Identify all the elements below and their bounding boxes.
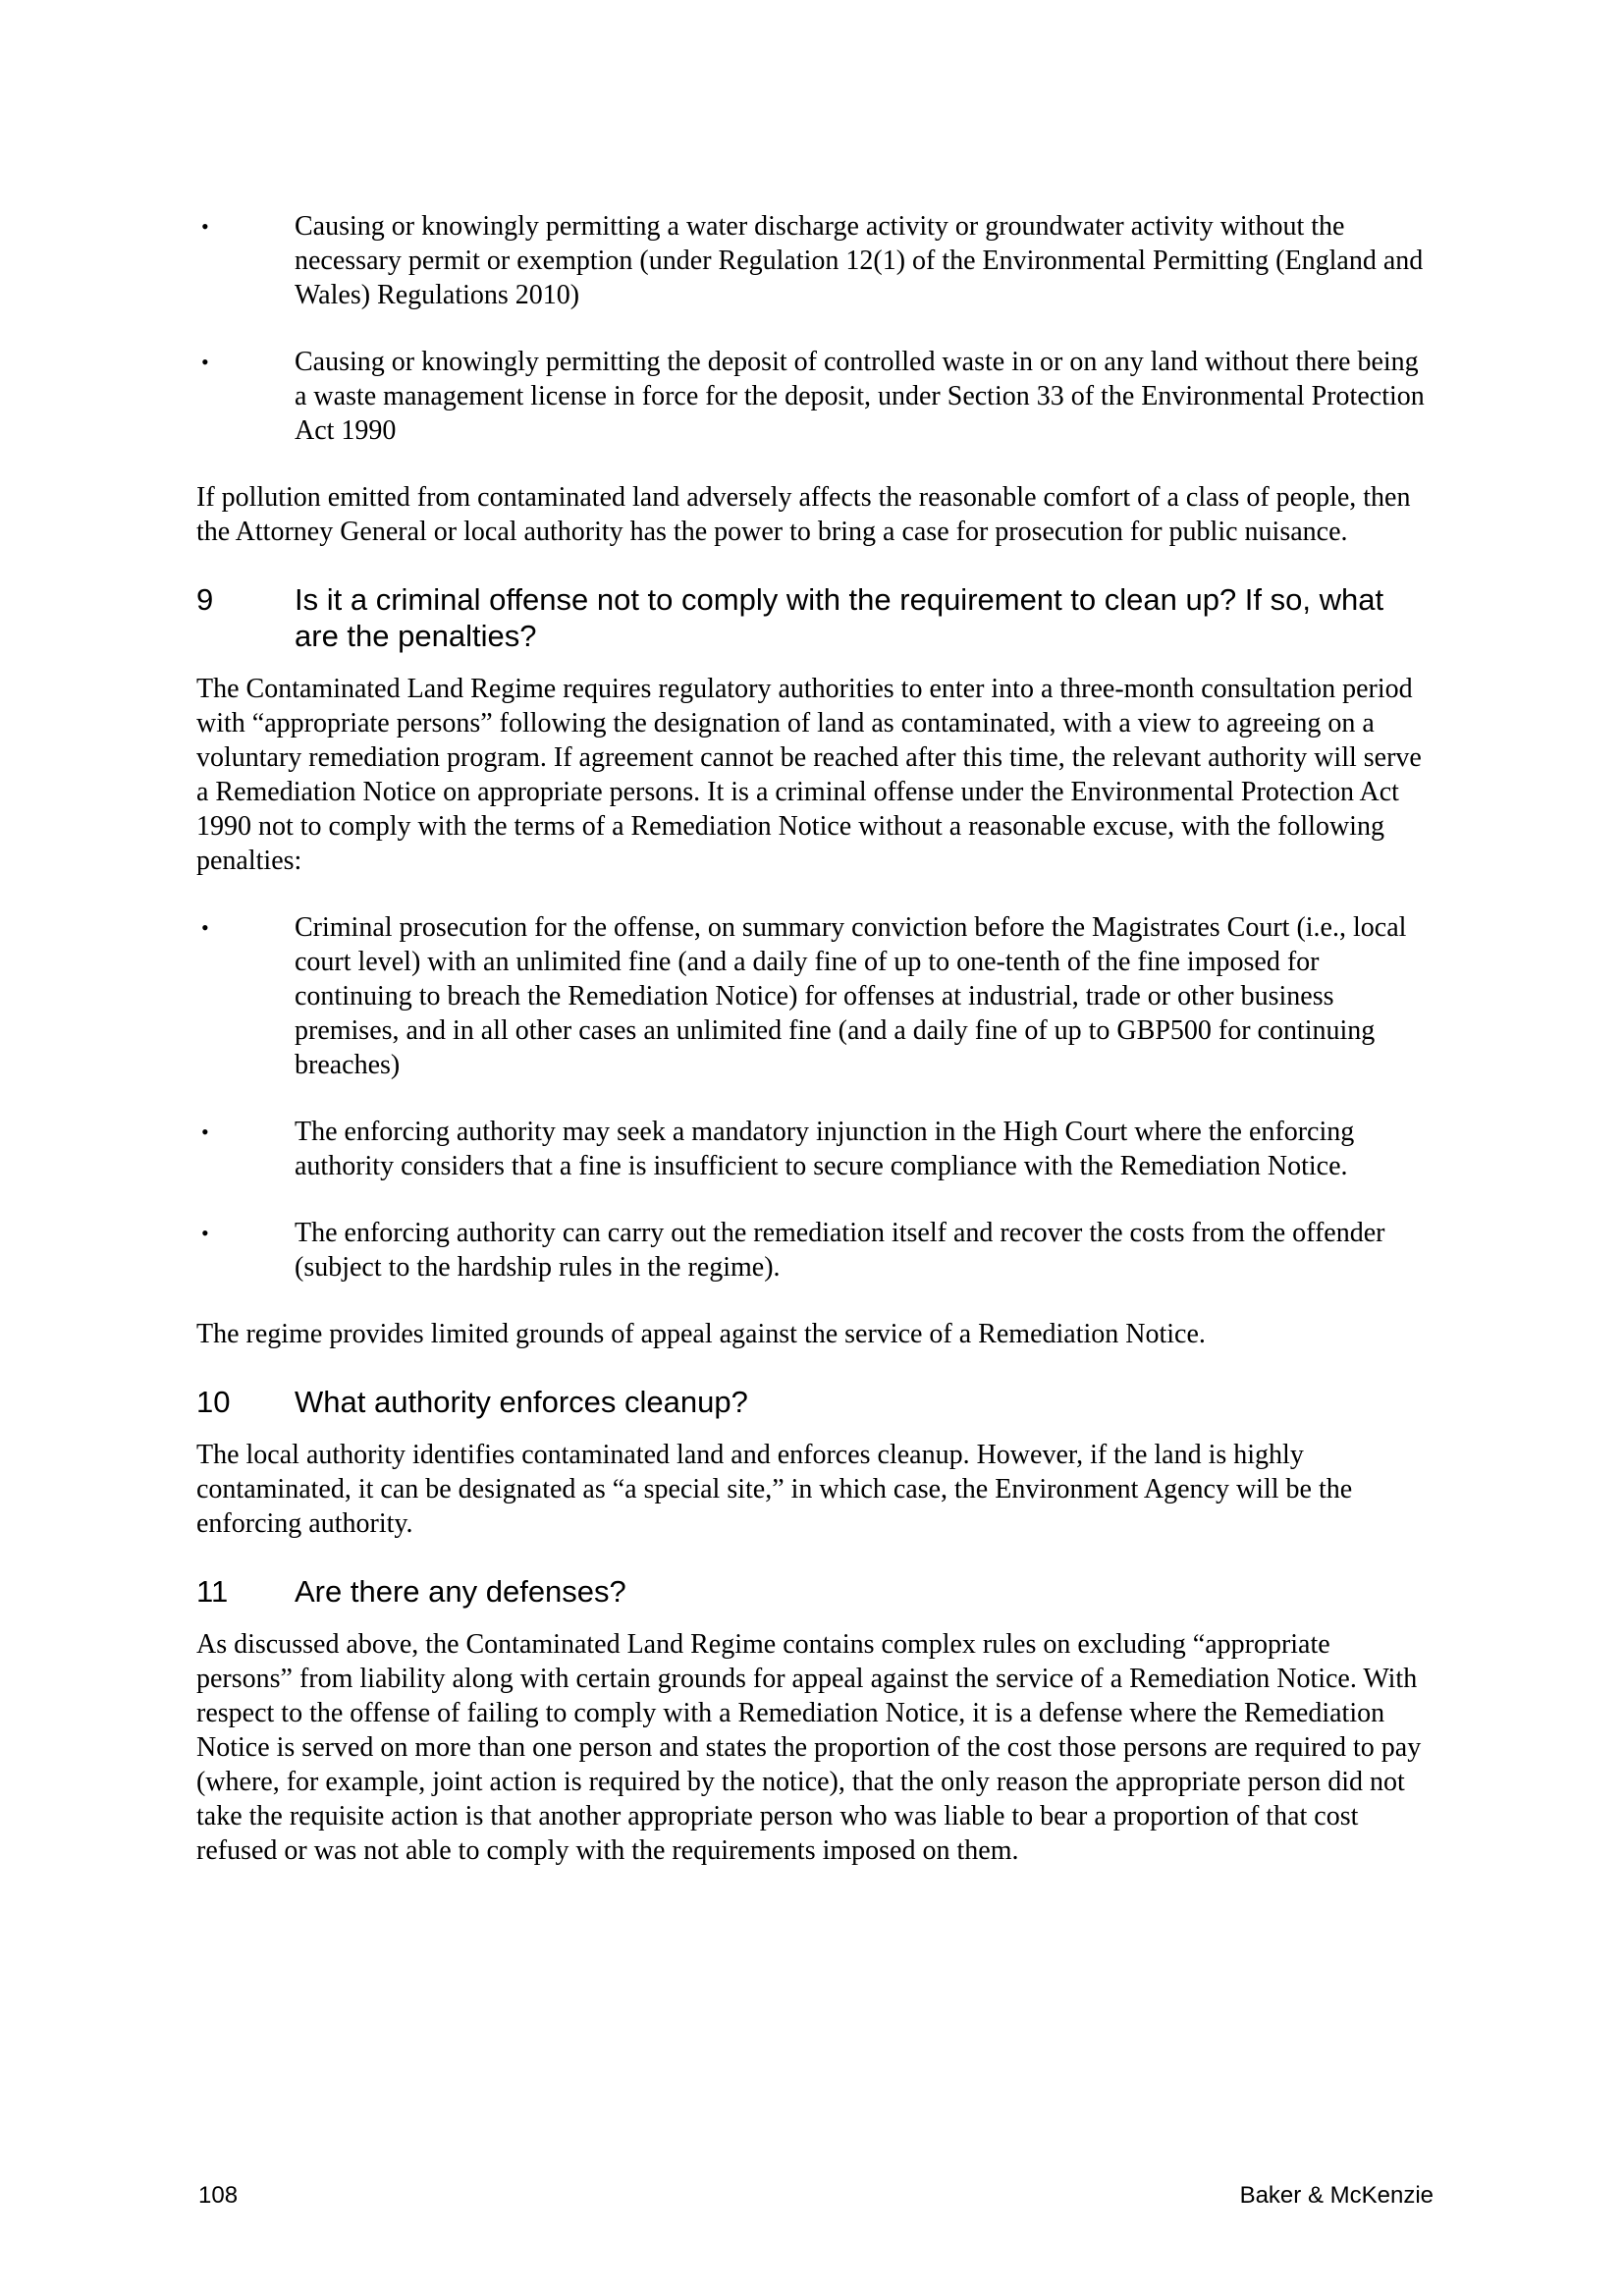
page-content	[196, 209, 1429, 1900]
paragraph: The local authority identifies contaminated land and enforces cleanup. However, if the land is highly contaminated, it can be designated as “a special site,” in which case, the Environment Agency will be the enforcing authority.	[196, 1440, 1353, 1539]
page-number: 108	[198, 2182, 239, 2209]
section-heading	[196, 1573, 1429, 1610]
section-title: Are there any defenses?	[295, 1574, 626, 1609]
section-number: 9	[196, 582, 214, 617]
section-number: 11	[196, 1574, 229, 1609]
list-item	[196, 345, 1429, 448]
section-title: Is it a criminal offense not to comply with the requirement to clean up? If so, what are the penalties?	[295, 582, 1384, 653]
bullet-icon: •	[201, 1221, 209, 1245]
section-number: 10	[196, 1385, 231, 1419]
paragraph: The Contaminated Land Regime requires regulatory authorities to enter into a three-month consultation period with “appropriate persons” following the designation of land as contaminated, with a view to agreeing on a voluntary remediation program. If agreement cannot be reached after this time, the relevant authority will serve a Remediation Notice on appropriate persons. It is a criminal offense under the Environmental Protection Act 1990 not to comply with the terms of a Remediation Notice without a reasonable excuse, with the following penalties:	[196, 674, 1422, 876]
paragraph: If pollution emitted from contaminated land adversely affects the reasonable comfort of a class of people, then the Attorney General or local authority has the power to bring a case for prosecution for public nuisance.	[196, 482, 1411, 547]
paragraph: As discussed above, the Contaminated Land Regime contains complex rules on excluding “appropriate persons” from liability along with certain grounds for appeal against the service of a Remediation Notice. With respect to the offense of failing to comply with a Remediation Notice, it is a defense where the Remediation Notice is served on more than one person and states the proportion of the cost those persons are required to pay (where, for example, joint action is required by the notice), that the only reason the appropriate person did not take the requisite action is that another appropriate person who was liable to bear a proportion of that cost refused or was not able to comply with the requirements imposed on them.	[196, 1629, 1422, 1866]
paragraph: The regime provides limited grounds of appeal against the service of a Remediation Notice.	[196, 1319, 1206, 1349]
bullet-icon: •	[201, 214, 209, 239]
list-item-text: Causing or knowingly permitting the deposit of controlled waste in or on any land without there being a waste management license in force for the deposit, under Section 33 of the Environmental Protection Act 1990	[295, 347, 1425, 446]
bullet-icon: •	[201, 350, 209, 374]
section-title: What authority enforces cleanup?	[295, 1385, 748, 1419]
list-item	[196, 1216, 1429, 1285]
list-item-text: The enforcing authority can carry out the remediation itself and recover the costs from the offender (subject to the hardship rules in the regime).	[295, 1218, 1385, 1283]
bullet-icon: •	[201, 915, 209, 940]
firm-name: Baker & McKenzie	[1239, 2182, 1434, 2209]
list-item-text: The enforcing authority may seek a mandatory injunction in the High Court where the enforcing authority considers that a fine is insufficient to secure compliance with the Remediation Notice.	[295, 1117, 1355, 1181]
list-item	[196, 910, 1429, 1082]
list-item	[196, 209, 1429, 312]
list-item-text: Causing or knowingly permitting a water discharge activity or groundwater activity without the necessary permit or exemption (under Regulation 12(1) of the Environmental Permitting (England and Wales) Regulations 2010)	[295, 211, 1424, 310]
list-item-text: Criminal prosecution for the offense, on summary conviction before the Magistrates Court (i.e., local court level) with an unlimited fine (and a daily fine of up to one-tenth of the fine imposed for continuing to breach the Remediation Notice) for offenses at industrial, trade or other business premises, and in all other cases an unlimited fine (and a daily fine of up to GBP500 for continuing breaches)	[295, 912, 1407, 1080]
section-heading	[196, 581, 1429, 654]
bullet-icon: •	[201, 1120, 209, 1144]
list-item	[196, 1115, 1429, 1183]
section-heading	[196, 1384, 1429, 1420]
